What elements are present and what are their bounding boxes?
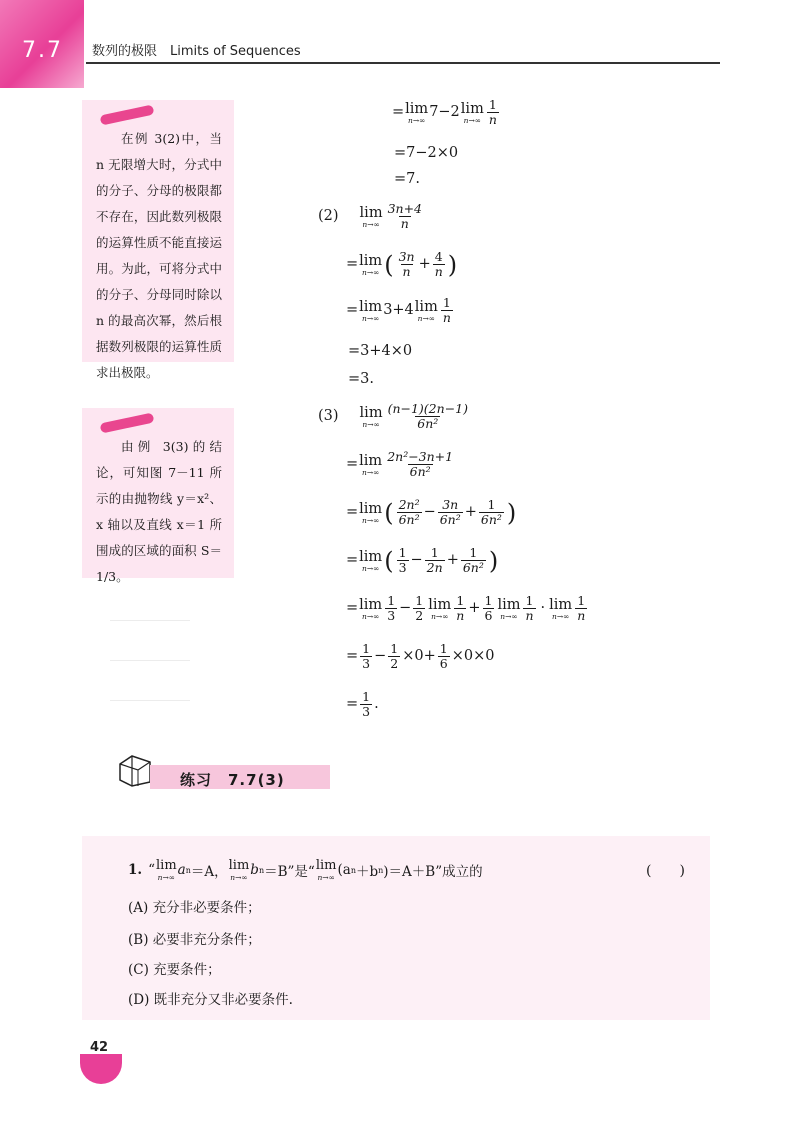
math-line: (3) lim n→∞ $\frac{(n-1)(2n-1)}{\text{6n²}}$: [318, 401, 468, 431]
exercise-title: 练习 7.7(3): [180, 771, 285, 789]
answer-blank[interactable]: ( ): [646, 863, 685, 879]
page-corner-blob: [80, 1054, 122, 1084]
divider: [110, 620, 190, 621]
math-line: = lim n→∞ ( $\frac{\text{2n²}}{\text{6n²}}$ − $\frac{3n}{\text{6n²}}$ + $\frac{1}{\text{6n²}}$ ): [346, 497, 517, 527]
math-line: = lim n→∞ 7−2 lim n→∞ $\frac{1}{n}$: [392, 97, 497, 127]
math-line: = lim n→∞ ( $\frac{3n}{n}$ + $\frac{4}{n}$ ): [346, 249, 458, 279]
option-a: (A) 充分非必要条件；: [128, 900, 261, 916]
math-line: =3.: [348, 371, 374, 387]
question-1: 1. “ lim n→∞ a n ＝A， lim n→∞ b n ＝B”是“ lim n→∞ (a n ＋b n )＝A＋B”成立的: [128, 858, 483, 882]
divider: [110, 700, 190, 701]
option-c: (C) 充要条件；: [128, 962, 221, 978]
math-line: =7−2×0: [394, 145, 459, 161]
margin-note-1: [82, 100, 234, 380]
margin-note-2: [82, 408, 234, 584]
brush-stroke-icon: [100, 104, 155, 125]
math-line: =7.: [394, 171, 420, 187]
math-line: = $\frac{1}{3}$ − $\frac{1}{2}$ ×0+ $\frac{1}{6}$ ×0×0: [346, 641, 495, 671]
margin-note-text: 由例 3(3)的结论，可知图 7－11 所示的由抛物线 y＝x²、x 轴以及直线 x＝1 所围成的区域的面积 S＝1/3。: [96, 439, 222, 584]
section-number: 7.7: [22, 38, 63, 63]
part-label: (3): [318, 408, 339, 425]
header-rule: [86, 62, 720, 64]
math-line: = lim n→∞ $\frac{\text{2n²−3n+1}}{\text{6n²}}$: [346, 449, 454, 479]
math-line: = $\frac{1}{3}$ .: [346, 689, 379, 719]
page-number: 42: [90, 1040, 109, 1055]
math-line: = lim n→∞ 3+4 lim n→∞ $\frac{1}{n}$: [346, 295, 451, 325]
math-line: =3+4×0: [348, 343, 413, 359]
exercise-book-icon: [114, 752, 154, 788]
math-line: = lim n→∞ $\frac{1}{3}$ − $\frac{1}{2}$ lim n→∞ $\frac{1}{n}$ + $\frac{1}{6}$ lim n→∞ $\frac{1}{n}$ · lim n→∞ $\frac{1}{n}$: [346, 593, 586, 623]
math-line: (2) lim n→∞ $\frac{3n+4}{n}$: [318, 201, 423, 231]
section-title: 数列的极限 Limits of Sequences: [92, 44, 301, 59]
margin-note-text: 在例 3(2)中，当 n 无限增大时，分式中的分子、分母的极限都不存在，因此数列极限的运算性质不能直接运用。为此，可将分式中的分子、分母同时除以 n 的最高次幂，然后根据数列极限的运算性质求出极限。: [96, 131, 222, 380]
option-b: (B) 必要非充分条件；: [128, 932, 261, 948]
math-line: = lim n→∞ ( $\frac{1}{3}$ − $\frac{1}{2n}$ + $\frac{1}{\text{6n²}}$ ): [346, 545, 499, 575]
brush-stroke-icon: [100, 412, 155, 433]
part-label: (2): [318, 208, 339, 225]
option-d: (D) 既非充分又非必要条件.: [128, 992, 293, 1008]
question-number: 1.: [128, 862, 143, 878]
divider: [110, 660, 190, 661]
